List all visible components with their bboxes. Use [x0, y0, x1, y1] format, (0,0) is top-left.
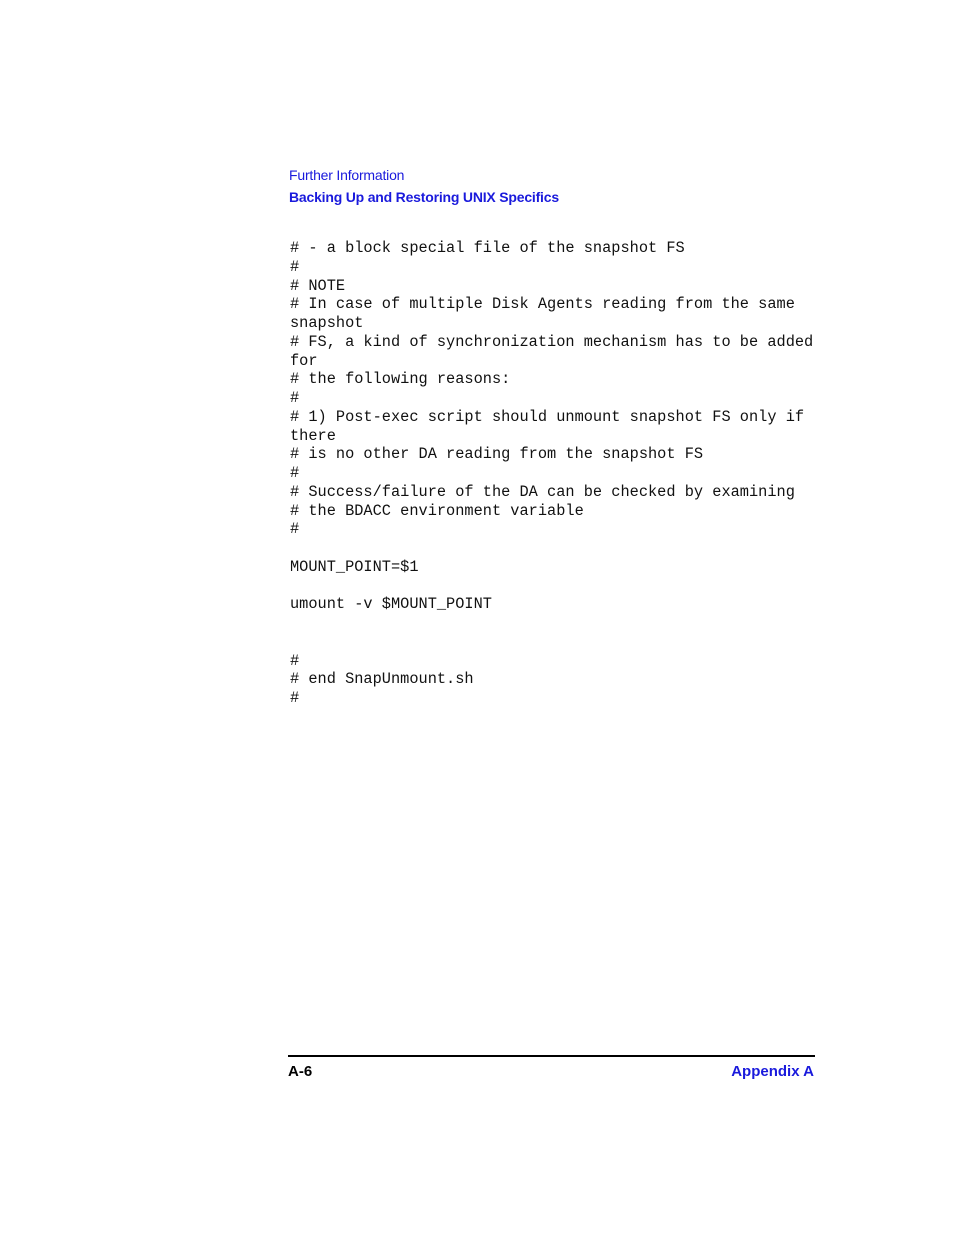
code-line: #	[290, 651, 300, 670]
code-line	[290, 539, 813, 558]
code-line: for	[290, 351, 318, 370]
code-line: # NOTE	[290, 276, 346, 295]
code-line: #	[290, 389, 300, 407]
code-line: # the BDACC environment variable	[290, 501, 584, 520]
code-line: #	[290, 257, 300, 276]
section-title: Backing Up and Restoring UNIX Specifics	[289, 189, 559, 205]
code-line: # In case of multiple Disk Agents reading from the same	[290, 295, 795, 314]
code-line: # - a block special file of the snapshot FS	[290, 239, 685, 257]
code-line: #	[290, 689, 300, 707]
code-listing	[290, 239, 813, 708]
code-line	[290, 633, 813, 652]
code-line: #	[290, 464, 300, 482]
code-line: # Success/failure of the DA can be checked by examining	[290, 482, 795, 501]
code-line: # FS, a kind of synchronization mechanism has to be added	[290, 332, 814, 351]
code-line: # 1) Post-exec script should unmount snapshot FS only if	[290, 407, 805, 426]
page-number: A-6	[288, 1063, 313, 1080]
code-line: # is no other DA reading from the snapshot FS	[290, 445, 704, 464]
code-line: MOUNT_POINT=$1	[290, 557, 419, 576]
code-line	[290, 614, 813, 633]
code-line: #	[290, 520, 300, 539]
code-line: snapshot	[290, 314, 364, 332]
code-line: # end SnapUnmount.sh	[290, 670, 474, 689]
chapter-title: Further Information	[289, 167, 405, 183]
appendix-label: Appendix A	[731, 1063, 814, 1080]
code-line: there	[290, 426, 336, 445]
running-header	[289, 165, 559, 209]
code-line	[290, 577, 813, 596]
code-line: umount -v $MOUNT_POINT	[290, 595, 492, 614]
code-line: # the following reasons:	[290, 370, 511, 389]
footer-divider	[288, 1055, 815, 1057]
